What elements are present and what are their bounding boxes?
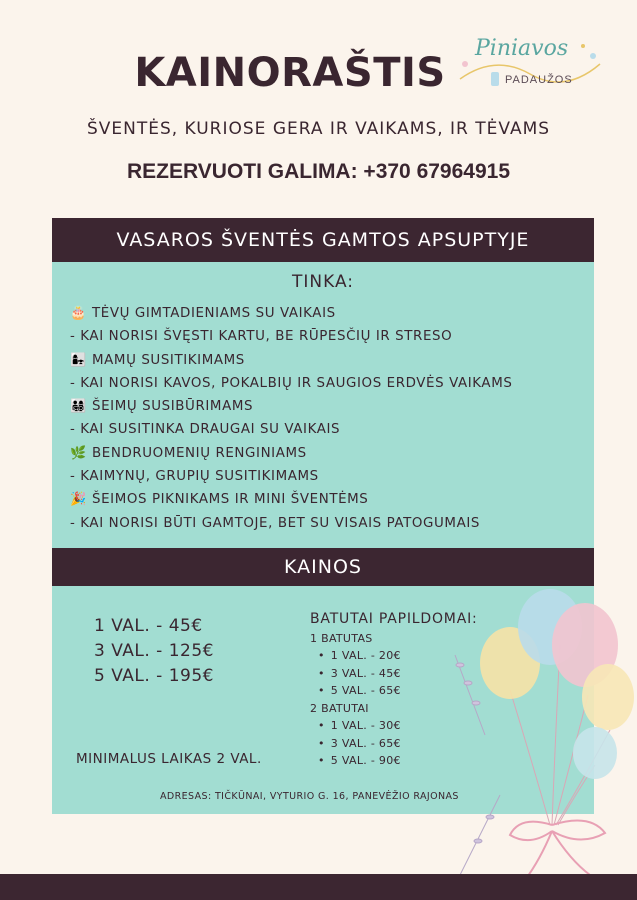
- price-item: 5 VAL. - 195€: [94, 666, 214, 686]
- trampoline-price-item: • 5 VAL. - 90€: [310, 752, 401, 770]
- list-item: - KAI SUSITINKA DRAUGAI SU VAIKAIS: [70, 422, 341, 438]
- list-item: 🌿 BENDRUOMENIŲ RENGINIAMS: [70, 442, 512, 465]
- section-heading-prices: KAINOS: [52, 548, 594, 586]
- price-item: 1 VAL. - 45€: [94, 616, 203, 636]
- logo-script-text: Piniavos: [475, 36, 569, 61]
- list-item: 👨‍👩‍👧‍👦 ŠEIMŲ SUSIBŪRIMAMS: [70, 395, 512, 418]
- brand-logo: [455, 34, 605, 104]
- list-item: 🎂 TĖVŲ GIMTADIENIAMS SU VAIKAIS: [70, 302, 512, 325]
- trampoline-price-item: • 5 VAL. - 65€: [310, 682, 401, 700]
- party-popper-icon: 🎉: [70, 492, 87, 508]
- mother-child-icon: 👩‍👧: [70, 352, 87, 368]
- trampoline-price-item: • 3 VAL. - 45€: [310, 665, 401, 683]
- page-title: KAINORAŠTIS: [134, 50, 446, 96]
- balloon-cream: [582, 664, 634, 730]
- price-list: [94, 614, 214, 689]
- suitable-heading: TINKA:: [291, 272, 355, 292]
- minimum-time-note: MINIMALUS LAIKAS 2 VAL.: [76, 751, 262, 767]
- balloon-blue-small: [573, 727, 617, 779]
- ribbon-bow: [510, 821, 605, 881]
- list-item: 👩‍👧 MAMŲ SUSITIKIMAMS: [70, 349, 512, 372]
- reservation-phone: REZERVUOTI GALIMA: +370 67964915: [126, 160, 510, 183]
- suitable-list: [70, 302, 512, 535]
- trampoline-price-item: • 1 VAL. - 30€: [310, 717, 401, 735]
- list-item: - KAI NORISI KAVOS, POKALBIŲ IR SAUGIOS ERDVĖS VAIKAMS: [70, 375, 513, 391]
- trampoline-price-item: • 3 VAL. - 65€: [310, 735, 401, 753]
- footer-bar: [0, 874, 637, 900]
- balloons-illustration: [440, 585, 637, 885]
- family-icon: 👨‍👩‍👧‍👦: [70, 399, 87, 415]
- trampoline-group-label: 1 BATUTAS: [310, 632, 373, 645]
- trampoline-group-1: [310, 630, 401, 700]
- herb-icon: 🌿: [70, 445, 87, 461]
- trampolines-heading: BATUTAI PAPILDOMAI:: [310, 611, 478, 627]
- list-item: - KAI NORISI ŠVĘSTI KARTU, BE RŪPESČIŲ IR STRESO: [70, 329, 453, 345]
- trampoline-group-label: 2 BATUTAI: [310, 702, 369, 715]
- subtitle: ŠVENTĖS, KURIOSE GERA IR VAIKAMS, IR TĖVAMS: [86, 119, 551, 139]
- list-item: - KAI NORISI BŪTI GAMTOJE, BET SU VISAIS PATOGUMAIS: [70, 515, 480, 531]
- address: ADRESAS: TIČKŪNAI, VYTURIO G. 16, PANEVĖŽIO RAJONAS: [160, 791, 459, 802]
- trampoline-group-2: [310, 700, 401, 770]
- price-item: 3 VAL. - 125€: [94, 641, 214, 661]
- logo-sub-text: PADAUŽOS: [505, 74, 573, 86]
- list-item: - KAIMYNŲ, GRUPIŲ SUSITIKIMAMS: [70, 469, 319, 485]
- list-item: 🎉 ŠEIMOS PIKNIKAMS IR MINI ŠVENTĖMS: [70, 488, 512, 511]
- section-heading-summer: VASAROS ŠVENTĖS GAMTOS APSUPTYJE: [52, 218, 594, 262]
- trampoline-price-item: • 1 VAL. - 20€: [310, 647, 401, 665]
- cake-icon: 🎂: [70, 306, 87, 321]
